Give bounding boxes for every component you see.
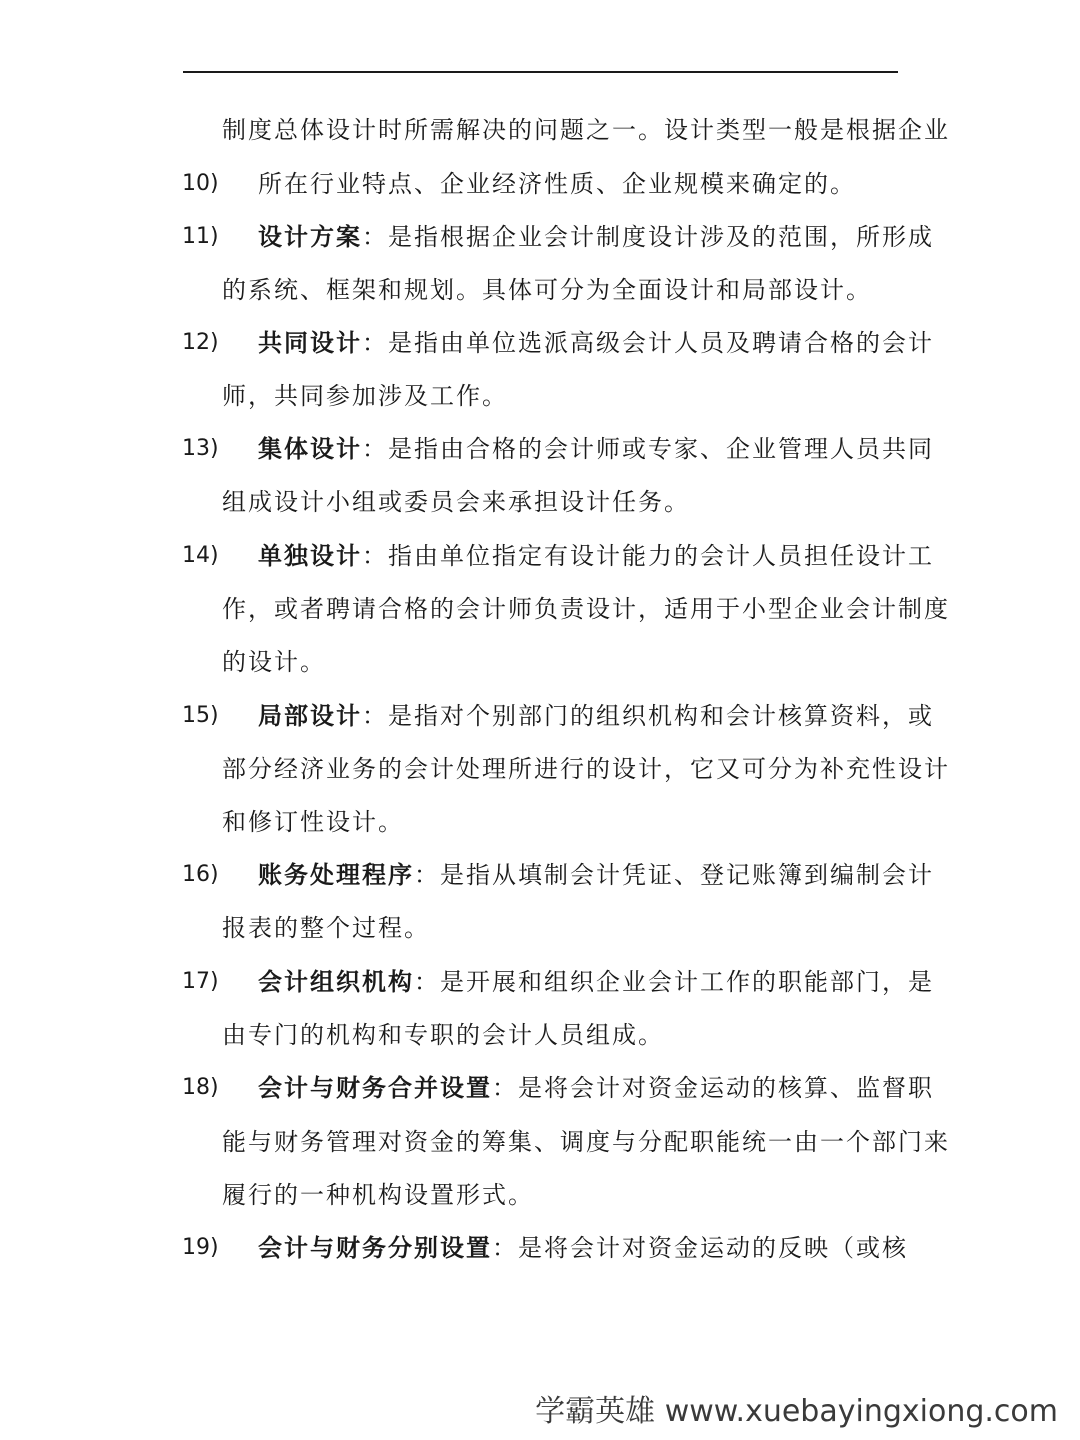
entry-definition: ：是将会计对资金运动的反映（或核 bbox=[492, 1234, 908, 1262]
paragraph-line: 报表的整个过程。 bbox=[222, 914, 430, 942]
entry-number: 14) bbox=[182, 543, 219, 568]
entry-number: 15) bbox=[182, 703, 219, 728]
entry-definition: ：是指根据企业会计制度设计涉及的范围，所形成 bbox=[362, 223, 934, 251]
paragraph-line: 作，或者聘请合格的会计师负责设计，适用于小型企业会计制度 bbox=[222, 595, 950, 623]
paragraph-line: 的系统、框架和规划。具体可分为全面设计和局部设计。 bbox=[222, 276, 872, 304]
paragraph-line: 由专门的机构和专职的会计人员组成。 bbox=[222, 1021, 664, 1049]
header-rule bbox=[183, 71, 898, 73]
paragraph-line: 部分经济业务的会计处理所进行的设计，它又可分为补充性设计 bbox=[222, 755, 950, 783]
paragraph-line: 制度总体设计时所需解决的问题之一。设计类型一般是根据企业 bbox=[222, 116, 950, 144]
entry-number: 16) bbox=[182, 862, 219, 887]
entry-definition: ：是指从填制会计凭证、登记账簿到编制会计 bbox=[414, 861, 934, 889]
paragraph-line: 组成设计小组或委员会来承担设计任务。 bbox=[222, 488, 690, 516]
paragraph-line: 师，共同参加涉及工作。 bbox=[222, 382, 508, 410]
entry-number: 18) bbox=[182, 1075, 219, 1100]
entry-term: 会计组织机构 bbox=[258, 968, 414, 996]
entry-first-line bbox=[258, 433, 934, 465]
entry-definition: ：是开展和组织企业会计工作的职能部门，是 bbox=[414, 968, 934, 996]
entry-first-line bbox=[258, 540, 934, 572]
entry-definition: ：是指由单位选派高级会计人员及聘请合格的会计 bbox=[362, 329, 934, 357]
entry-term: 账务处理程序 bbox=[258, 861, 414, 889]
entry-term: 局部设计 bbox=[258, 702, 362, 730]
entry-term: 单独设计 bbox=[258, 542, 362, 570]
entry-first-line bbox=[258, 1232, 908, 1264]
paragraph-line: 所在行业特点、企业经济性质、企业规模来确定的。 bbox=[258, 170, 856, 198]
entry-number: 11) bbox=[182, 224, 219, 249]
entry-number: 19) bbox=[182, 1235, 219, 1260]
paragraph-line: 和修订性设计。 bbox=[222, 808, 404, 836]
paragraph-line: 履行的一种机构设置形式。 bbox=[222, 1181, 534, 1209]
entry-first-line bbox=[258, 700, 934, 732]
entry-definition: ：指由单位指定有设计能力的会计人员担任设计工 bbox=[362, 542, 934, 570]
entry-number: 17) bbox=[182, 969, 219, 994]
entry-term: 共同设计 bbox=[258, 329, 362, 357]
entry-definition: ：是指对个别部门的组织机构和会计核算资料，或 bbox=[362, 702, 934, 730]
entry-number: 12) bbox=[182, 330, 219, 355]
paragraph-line: 的设计。 bbox=[222, 648, 326, 676]
paragraph-line: 能与财务管理对资金的筹集、调度与分配职能统一由一个部门来 bbox=[222, 1128, 950, 1156]
entry-number: 13) bbox=[182, 436, 219, 461]
entry-first-line bbox=[258, 327, 934, 359]
entry-definition: ：是将会计对资金运动的核算、监督职 bbox=[492, 1074, 934, 1102]
entry-first-line bbox=[258, 859, 934, 891]
entry-term: 会计与财务合并设置 bbox=[258, 1074, 492, 1102]
site-watermark: 学霸英雄 www.xuebayingxiong.com bbox=[535, 1394, 1058, 1429]
entry-first-line bbox=[258, 221, 934, 253]
entry-term: 集体设计 bbox=[258, 435, 362, 463]
entry-first-line bbox=[258, 966, 934, 998]
entry-term: 会计与财务分别设置 bbox=[258, 1234, 492, 1262]
entry-term: 设计方案 bbox=[258, 223, 362, 251]
entry-number: 10) bbox=[182, 171, 219, 196]
entry-definition: ：是指由合格的会计师或专家、企业管理人员共同 bbox=[362, 435, 934, 463]
entry-first-line bbox=[258, 1072, 934, 1104]
